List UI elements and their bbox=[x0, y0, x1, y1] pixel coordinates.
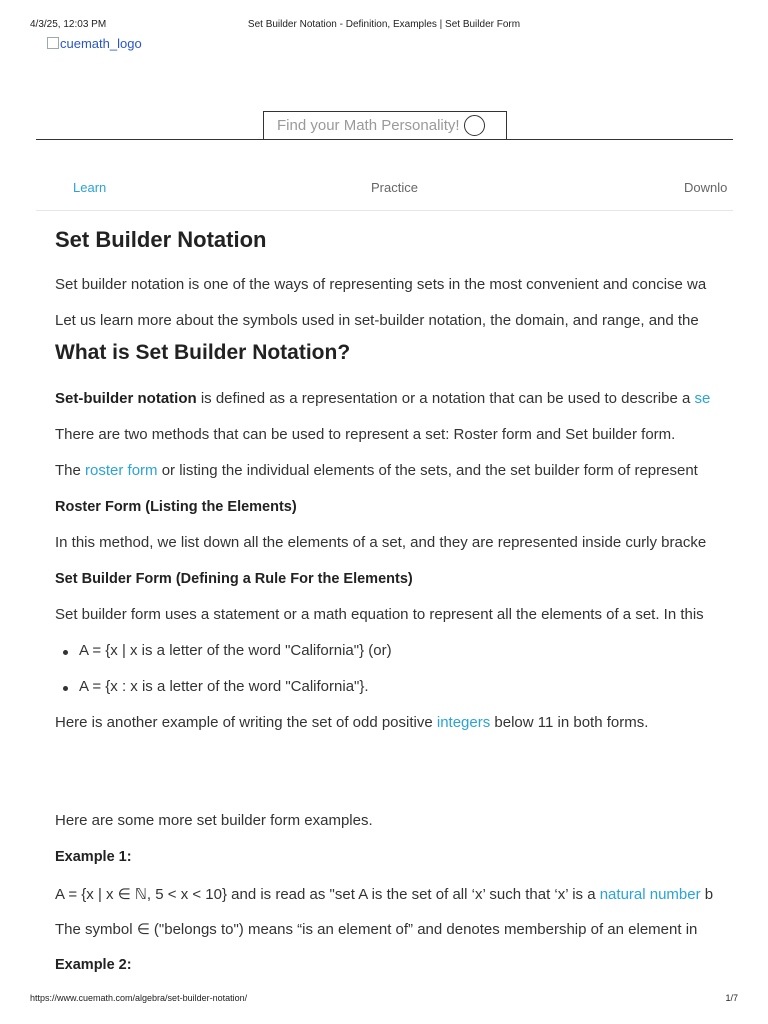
print-page-number: 1/7 bbox=[725, 993, 738, 1003]
integers-link[interactable]: integers bbox=[436, 714, 491, 731]
definition-paragraph bbox=[55, 390, 710, 407]
print-url: https://www.cuemath.com/algebra/set-builder-notation/ bbox=[30, 993, 248, 1003]
roster-description: In this method, we list down all the elements of a set, and they are represented inside curly bracke bbox=[55, 534, 707, 551]
logo-alt-text: cuemath_logo bbox=[60, 36, 142, 51]
tab-practice[interactable]: Practice bbox=[371, 180, 418, 195]
list-item: A = {x : x is a letter of the word "California"}. bbox=[55, 678, 369, 695]
definition-text: is defined as a representation or a notation that can be used to describe a bbox=[196, 390, 695, 407]
definition-term: Set-builder notation bbox=[55, 390, 197, 407]
page-title: Set Builder Notation bbox=[55, 227, 267, 252]
math-personality-label: Find your Math Personality! bbox=[277, 117, 460, 134]
natural-number-link[interactable]: natural number bbox=[599, 886, 701, 903]
cuemath-logo[interactable] bbox=[47, 36, 142, 51]
broken-image-icon bbox=[47, 37, 59, 49]
list-item: A = {x | x is a letter of the word "California"} (or) bbox=[55, 642, 392, 659]
intro-paragraph-1: Set builder notation is one of the ways of representing sets in the most convenient and concise wa bbox=[55, 276, 707, 293]
math-personality-button[interactable] bbox=[263, 111, 507, 140]
set-link[interactable]: se bbox=[694, 390, 711, 407]
roster-text-post: or listing the individual elements of the sets, and the set builder form of represent bbox=[157, 462, 698, 479]
print-title: Set Builder Notation - Definition, Examples | Set Builder Form bbox=[247, 19, 521, 30]
odd-text-post: below 11 in both forms. bbox=[490, 714, 649, 731]
example-1-text: A = {x | x ∈ ℕ, 5 < x < 10} and is read as "set A is the set of all ‘x’ such that ‘x’ is a bbox=[55, 886, 600, 903]
tab-bar bbox=[36, 168, 733, 211]
example-1-text-post: b bbox=[700, 886, 714, 903]
section-title: What is Set Builder Notation? bbox=[55, 341, 351, 364]
example-1-heading: Example 1: bbox=[55, 849, 132, 865]
header-divider bbox=[36, 139, 733, 140]
builder-heading: Set Builder Form (Defining a Rule For the Elements) bbox=[55, 571, 413, 587]
builder-description: Set builder form uses a statement or a math equation to represent all the elements of a set. In this bbox=[55, 606, 704, 623]
odd-integers-paragraph bbox=[55, 714, 648, 731]
more-examples-paragraph: Here are some more set builder form examples. bbox=[55, 812, 373, 829]
example-1-paragraph bbox=[55, 885, 713, 903]
article bbox=[55, 222, 733, 982]
example-2-heading: Example 2: bbox=[55, 957, 132, 973]
circle-icon bbox=[464, 115, 485, 136]
roster-paragraph bbox=[55, 462, 698, 479]
odd-text-pre: Here is another example of writing the set of odd positive bbox=[55, 714, 437, 731]
print-datetime: 4/3/25, 12:03 PM bbox=[30, 19, 107, 30]
symbol-paragraph: The symbol ∈ ("belongs to") means “is an element of” and denotes membership of an element in bbox=[55, 921, 698, 938]
intro-paragraph-2: Let us learn more about the symbols used in set-builder notation, the domain, and range, and the bbox=[55, 312, 699, 329]
roster-form-link[interactable]: roster form bbox=[85, 462, 158, 479]
methods-paragraph: There are two methods that can be used to represent a set: Roster form and Set builder form. bbox=[55, 426, 676, 443]
roster-text-pre: The bbox=[55, 462, 86, 479]
tab-download[interactable]: Downlo bbox=[684, 180, 728, 195]
roster-heading: Roster Form (Listing the Elements) bbox=[55, 499, 297, 515]
tab-learn[interactable]: Learn bbox=[73, 180, 107, 195]
